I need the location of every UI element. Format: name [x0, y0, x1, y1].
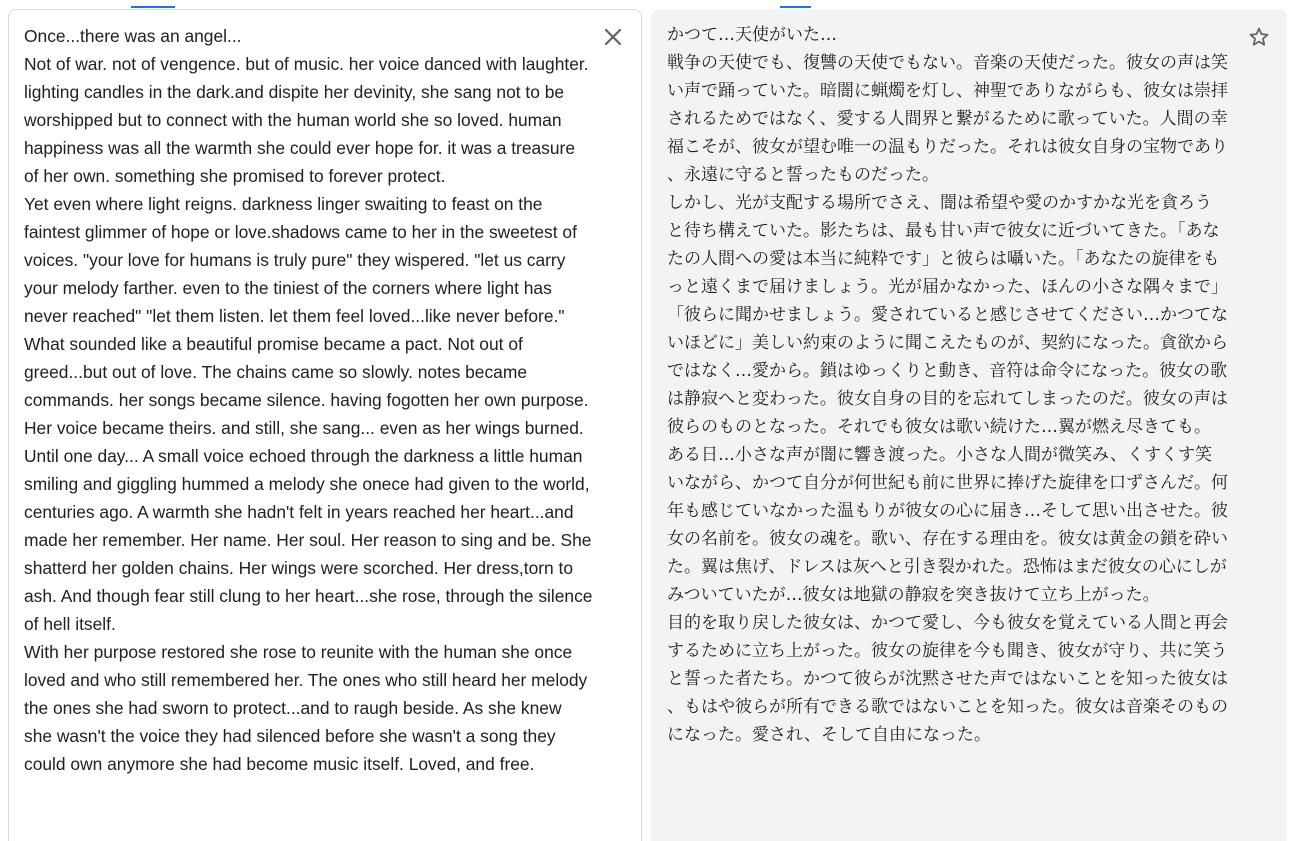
source-paragraph: Until one day... A small voice echoed through the darkness a little human smiling and giggling hummed a melody she onece had given to the world, centuries ago. A warmth she hadn't felt in years reached her heart...and made her remember. Her name. Her soul. Her reason to sing and be. She shatterd her golden chains. Her wings were scorched. Her dress,torn to ash. And though fear still clung to her heart...she rose, through the silence of hell itself. — [24, 446, 598, 634]
save-translation-button[interactable] — [1245, 23, 1273, 51]
close-icon — [604, 28, 622, 46]
source-paragraph: Once...there was an angel... — [24, 26, 242, 46]
source-paragraph: Not of war. not of vengence. but of music. her voice danced with laughter. lighting candles in the dark.and dispite her devinity, she sang not to be worshipped but to connect with the human world she so loved. human happiness was all the warmth she could ever hope for. it was a treasure of her own. something she promised to forever protect. — [24, 54, 594, 186]
translation-paragraph: 目的を取り戻した彼女は、かつて愛し、今も彼女を覚えている人間と再会するために立ち上がった。彼女の旋律を今も聞き、彼女が守り、共に笑うと誓った者たち。かつて彼らが沈黙させた声ではないことを知った彼女は、もはや彼らが所有できる歌ではないことを知った。彼女は音楽そのものになった。愛され、そして自由になった。 — [667, 613, 1228, 745]
translation-paragraph: かつて…天使がいた… — [667, 25, 837, 45]
source-text-pane[interactable] — [8, 9, 642, 841]
clear-source-button[interactable] — [599, 23, 627, 51]
source-textarea[interactable] — [24, 22, 598, 778]
target-language-tab-indicator — [780, 6, 811, 8]
translation-paragraph: 戦争の天使でも、復讐の天使でもない。音楽の天使だった。彼女の声は笑い声で踊っていた。暗闇に蝋燭を灯し、神聖でありながらも、彼女は崇拝されるためではなく、愛する人間界と繋がるために歌っていた。人間の幸福こそが、彼女が望む唯一の温もりだった。それは彼女自身の宝物であり、永遠に守ると誓ったものだった。 — [667, 53, 1228, 185]
translation-paragraph: ある日…小さな声が闇に響き渡った。小さな人間が微笑み、くすくす笑いながら、かつて自分が何世紀も前に世界に捧げた旋律を口ずさんだ。何年も感じていなかった温もりが彼女の心に届き…そして思い出させた。彼女の名前を。彼女の魂を。歌い、存在する理由を。彼女は黄金の鎖を砕いた。翼は焦げ、ドレスは灰へと引き裂かれた。恐怖はまだ彼女の心にしがみついていたが…彼女は地獄の静寂を突き抜けて立ち上がった。 — [667, 445, 1228, 605]
translation-paragraph: しかし、光が支配する場所でさえ、闇は希望や愛のかすかな光を貪ろうと待ち構えていた。影たちは、最も甘い声で彼女に近づいてきた。「あなたの人間への愛は本当に純粋です」と彼らは囁いた。「あなたの旋律をもっと遠くまで届けましょう。光が届かなかった、ほんの小さな隅々まで」「彼らに聞かせましょう。愛されていると感じさせてください…かつてないほどに」美しい約束のように聞こえたものが、契約になった。貪欲からではなく…愛から。鎖はゆっくりと動き、音符は命令になった。彼女の歌は静寂へと変わった。彼女自身の目的を忘れてしまったのだ。彼女の声は彼らのものとなった。それでも彼女は歌い続けた…翼が燃え尽きても。 — [667, 193, 1228, 437]
source-paragraph: Yet even where light reigns. darkness linger swaiting to feast on the faintest glimmer of hope or love.shadows came to her in the sweetest of voices. "your love for humans is truly pure" they wispered. "let us carry your melody farther. even to the tiniest of the corners where light has never reached" "let them listen. let them feel loved...like never before." What sounded like a beautiful promise became a pact. Not out of greed...but out of love. The chains came so slowly. notes became commands. her songs became silence. having fogotten her own purpose. Her voice became theirs. and still, she sang... even as her wings burned. — [24, 194, 594, 438]
source-language-tab-indicator — [131, 6, 175, 8]
source-paragraph: With her purpose restored she rose to reunite with the human she once loved and who still remembered her. The ones who still heard her melody the ones she had sworn to protect...and to raugh beside. As she knew she wasn't the voice they had silenced before she wasn't a song they could own anymore she had become music itself. Loved, and free. — [24, 642, 593, 774]
star-outline-icon — [1248, 26, 1270, 48]
translation-output — [667, 21, 1229, 749]
translation-pane — [651, 9, 1287, 841]
